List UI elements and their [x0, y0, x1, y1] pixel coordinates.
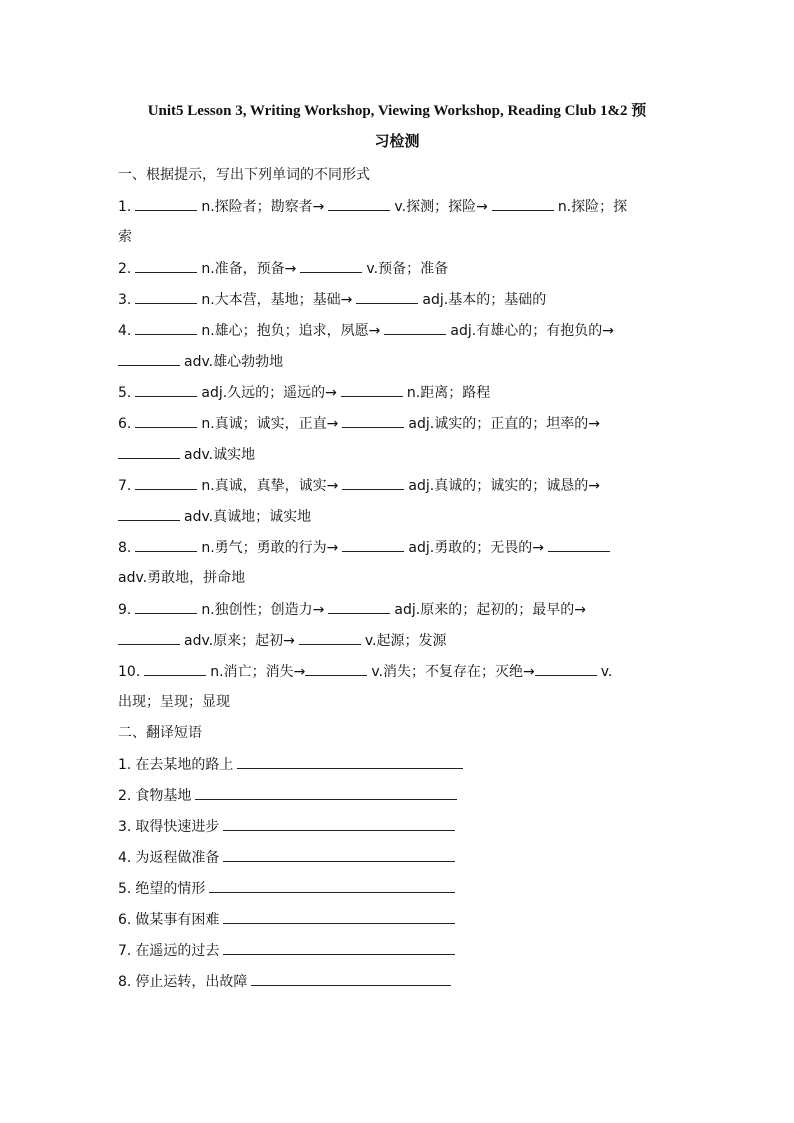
phrase-8	[118, 971, 451, 992]
hint: n.探险；探	[557, 199, 628, 215]
answer-blank[interactable]	[118, 506, 180, 521]
hint: adj.原来的；起初的；最早的→	[394, 602, 586, 618]
hint: n.消亡；消失→	[210, 664, 306, 680]
item-number: 8.	[118, 540, 132, 556]
answer-blank[interactable]	[223, 909, 455, 924]
answer-blank[interactable]	[548, 537, 610, 552]
hint: v.起源；发源	[364, 633, 447, 649]
phrase-number: 1.	[118, 757, 132, 773]
answer-blank[interactable]	[135, 320, 197, 335]
answer-blank[interactable]	[342, 537, 404, 552]
phrase-text: 为返程做准备	[135, 850, 220, 866]
hint: adj.久远的；遥远的→	[201, 385, 337, 401]
answer-blank[interactable]	[118, 444, 180, 459]
phrase-number: 6.	[118, 912, 132, 928]
hint: n.雄心；抱负；追求，夙愿→	[201, 323, 381, 339]
answer-blank[interactable]	[299, 630, 361, 645]
phrase-text: 在去某地的路上	[135, 757, 234, 773]
item-number: 2.	[118, 261, 132, 277]
hint: v.	[600, 664, 613, 680]
hint: n.准备，预备→	[201, 261, 297, 277]
hint: n.大本营，基地；基础→	[201, 292, 353, 308]
item-4	[118, 320, 614, 341]
item-1-continuation: 索	[118, 229, 132, 245]
answer-blank[interactable]	[237, 754, 463, 769]
item-8	[118, 537, 610, 558]
answer-blank[interactable]	[328, 599, 390, 614]
answer-blank[interactable]	[135, 258, 197, 273]
hint: adv.雄心勃勃地	[184, 354, 284, 370]
hint: adj.真诚的；诚实的；诚恳的→	[408, 478, 600, 494]
section2-heading: 二、翻译短语	[118, 725, 202, 741]
hint: adj.有雄心的；有抱负的→	[450, 323, 614, 339]
item-9-continuation	[118, 630, 447, 651]
phrase-number: 4.	[118, 850, 132, 866]
hint: v.预备；准备	[366, 261, 449, 277]
answer-blank[interactable]	[135, 289, 197, 304]
hint: adj.勇敢的；无畏的→	[408, 540, 544, 556]
phrase-2	[118, 785, 457, 806]
answer-blank[interactable]	[300, 258, 362, 273]
item-10	[118, 661, 612, 682]
answer-blank[interactable]	[135, 475, 197, 490]
answer-blank[interactable]	[135, 196, 197, 211]
item-6	[118, 413, 600, 434]
phrase-text: 在遥远的过去	[135, 943, 220, 959]
phrase-6	[118, 909, 455, 930]
hint: n.真诚；诚实，正直→	[201, 416, 339, 432]
phrase-text: 食物基地	[135, 788, 192, 804]
answer-blank[interactable]	[144, 661, 206, 676]
hint: n.独创性；创造力→	[201, 602, 325, 618]
phrase-1	[118, 754, 463, 775]
answer-blank[interactable]	[118, 351, 180, 366]
phrase-5	[118, 878, 455, 899]
phrase-number: 5.	[118, 881, 132, 897]
answer-blank[interactable]	[356, 289, 418, 304]
answer-blank[interactable]	[535, 661, 597, 676]
hint: n.距离；路程	[406, 385, 491, 401]
answer-blank[interactable]	[341, 382, 403, 397]
item-3	[118, 289, 546, 310]
title-line-2: 习检测	[374, 134, 420, 150]
item-number: 9.	[118, 602, 132, 618]
phrase-7	[118, 940, 455, 961]
item-8-continuation: adv.勇敢地，拼命地	[118, 570, 246, 586]
phrase-text: 停止运转，出故障	[135, 974, 248, 990]
answer-blank[interactable]	[209, 878, 455, 893]
item-10-continuation: 出现；呈现；显现	[118, 694, 230, 710]
item-number: 1.	[118, 199, 132, 215]
title-line-1: Unit5 Lesson 3, Writing Workshop, Viewing Workshop, Reading Club 1&2 预	[147, 103, 647, 119]
answer-blank[interactable]	[223, 847, 455, 862]
answer-blank[interactable]	[118, 630, 180, 645]
answer-blank[interactable]	[135, 382, 197, 397]
phrase-text: 做某事有困难	[135, 912, 220, 928]
answer-blank[interactable]	[195, 785, 457, 800]
hint: adv.原来；起初→	[184, 633, 295, 649]
item-number: 10.	[118, 664, 141, 680]
answer-blank[interactable]	[135, 413, 197, 428]
hint: adv.诚实地	[184, 447, 256, 463]
item-7-continuation	[118, 506, 311, 527]
item-number: 6.	[118, 416, 132, 432]
item-number: 4.	[118, 323, 132, 339]
item-5	[118, 382, 490, 403]
hint: v.消失；不复存在；灭绝→	[371, 664, 535, 680]
item-4-continuation	[118, 351, 283, 372]
phrase-number: 7.	[118, 943, 132, 959]
answer-blank[interactable]	[223, 940, 455, 955]
phrase-3	[118, 816, 455, 837]
answer-blank[interactable]	[384, 320, 446, 335]
answer-blank[interactable]	[135, 599, 197, 614]
answer-blank[interactable]	[135, 537, 197, 552]
item-1	[118, 196, 627, 217]
phrase-4	[118, 847, 455, 868]
item-7	[118, 475, 600, 496]
phrase-number: 3.	[118, 819, 132, 835]
hint: n.探险者；勘察者→	[201, 199, 325, 215]
hint: n.勇气；勇敢的行为→	[201, 540, 339, 556]
section1-heading: 一、根据提示，写出下列单词的不同形式	[118, 167, 370, 183]
item-6-continuation	[118, 444, 255, 465]
worksheet-title	[118, 96, 676, 158]
item-number: 3.	[118, 292, 132, 308]
hint: adj.基本的；基础的	[422, 292, 547, 308]
answer-blank[interactable]	[342, 475, 404, 490]
hint: adv.真诚地；诚实地	[184, 509, 312, 525]
answer-blank[interactable]	[251, 971, 451, 986]
phrase-number: 8.	[118, 974, 132, 990]
item-number: 5.	[118, 385, 132, 401]
item-number: 7.	[118, 478, 132, 494]
answer-blank[interactable]	[492, 196, 554, 211]
hint: v.探测；探险→	[394, 199, 488, 215]
answer-blank[interactable]	[342, 413, 404, 428]
item-9	[118, 599, 586, 620]
hint: n.真诚，真挚，诚实→	[201, 478, 339, 494]
answer-blank[interactable]	[305, 661, 367, 676]
phrase-text: 取得快速进步	[135, 819, 220, 835]
phrase-number: 2.	[118, 788, 132, 804]
answer-blank[interactable]	[328, 196, 390, 211]
phrase-text: 绝望的情形	[135, 881, 206, 897]
hint: adj.诚实的；正直的；坦率的→	[408, 416, 600, 432]
item-2	[118, 258, 448, 279]
answer-blank[interactable]	[223, 816, 455, 831]
